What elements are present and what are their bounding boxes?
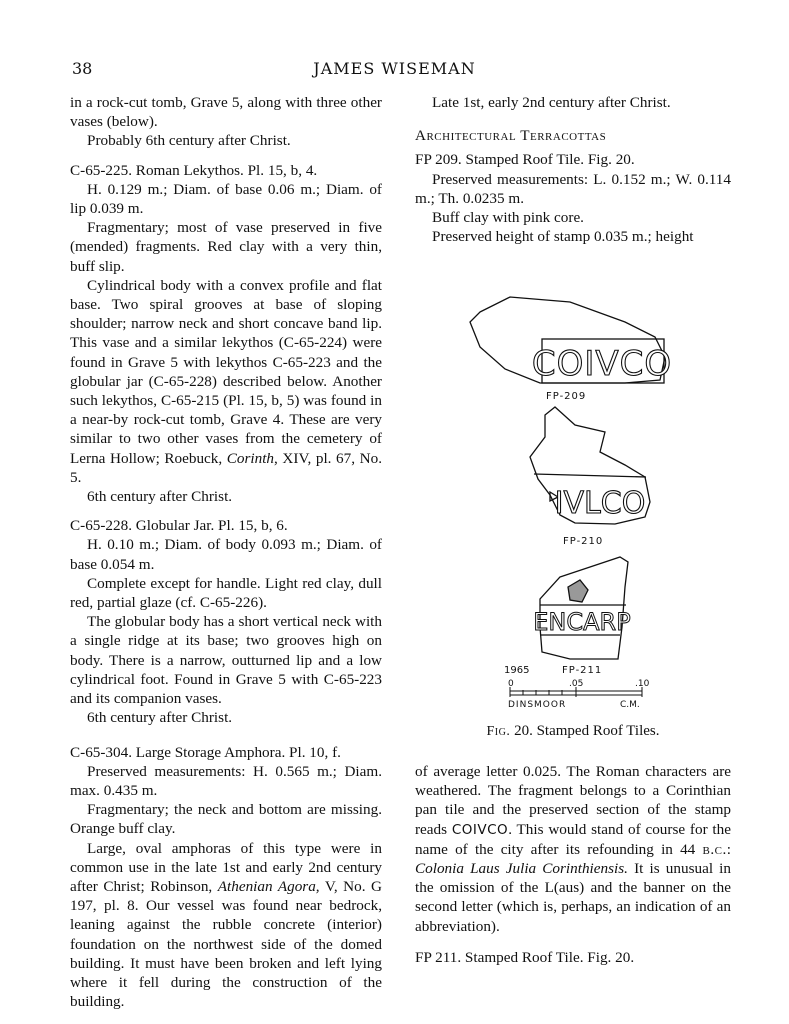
date-line: 6th century after Christ. — [87, 709, 233, 727]
measurements: Preserved measurements: H. 0.565 m.; Diam. max. 0.435 m. — [70, 762, 382, 799]
date-line: Late 1st, early 2nd century after Christ. — [432, 94, 671, 111]
catalog-entry-heading: C-65-225. Roman Lekythos. Pl. 15, b, 4. — [70, 161, 318, 179]
date-line: 6th century after Christ. — [87, 488, 233, 506]
condition: Fragmentary; the neck and bottom are missing. Orange buff clay. — [70, 801, 382, 838]
scale-tick-10: .10 — [635, 679, 650, 689]
date-line: Probably 6th century after Christ. — [87, 132, 291, 150]
right-column-top — [415, 93, 731, 246]
scale-unit: C.M. — [620, 700, 640, 710]
description: Cylindrical body with a convex profile and flat base. Two spiral grooves at base of sloping shoulder; narrow neck and short concave band lip. This vase and a similar lekythos (C-65-224) were found in Grave 5 with lekythos C-65-223 and the globular jar (C-65-228) described below. Another such lekythos, C-65-215 (Pl. 15, b, 5) was found in a near-by rock-cut tomb, Grave 4. These are very similar to two other vases from the cemetery of Lerna Hollow; Roebuck, Corinth, XIV, pl. 67, No. 5. — [70, 276, 382, 486]
catalog-entry-heading: C-65-304. Large Storage Amphora. Pl. 10, f. — [70, 743, 341, 761]
tile-fp210 — [530, 407, 650, 524]
scale-author: DINSMOOR — [508, 700, 567, 710]
condition: Complete except for handle. Light red clay, dull red, partial glaze (cf. C-65-226). — [70, 574, 382, 612]
label-fp211: FP-211 — [562, 665, 603, 676]
description: The globular body has a short vertical neck with a single ridge at its base; two grooves high on body. There is a narrow, outturned lip and a low cylindrical foot. Found in Grave 5 with C-65-223 and its companion vases. — [70, 613, 382, 708]
tile-fp211 — [533, 557, 630, 659]
stamp-text-211: ENCARP — [533, 608, 631, 636]
clay-description: Buff clay with pink core. — [432, 209, 584, 227]
left-column — [70, 93, 382, 1011]
measurements: H. 0.10 m.; Diam. of body 0.093 m.; Diam. of base 0.054 m. — [70, 536, 382, 573]
stamp-reading: COIVCO — [451, 821, 509, 838]
stamp-text-210: IVLCO — [554, 486, 646, 521]
figure-drawing — [450, 287, 690, 727]
stamp-measurement: Preserved height of stamp 0.035 m.; height — [432, 228, 694, 246]
right-column-bottom — [415, 762, 731, 967]
measurements: Preserved measurements: L. 0.152 m.; W. 0.114 m.; Th. 0.0235 m. — [415, 170, 731, 207]
section-heading: Architectural Terracottas — [415, 127, 607, 145]
paragraph: in a rock-cut tomb, Grave 5, along with three other vases (below). — [70, 94, 382, 131]
description: Large, oval amphoras of this type were in common use in the late 1st and early 2nd century after Christ; Robinson, Athenian Agora, V, No. G 197, pl. 8. Our vessel was found near bedrock, leaning against the rubble concrete (interior) foundation on the northwest side of the domed building. It must have been broken and left lying where it fell during the construction of the building. — [70, 839, 382, 1011]
figure-year: 1965 — [504, 665, 530, 676]
italic-title: Athenian Agora, — [217, 877, 320, 895]
condition: Fragmentary; most of vase preserved in five (mended) fragments. Red clay with a very thin, buff slip. — [70, 219, 382, 275]
italic-latin: Colonia Laus Julia Corinthiensis. — [415, 860, 628, 878]
page-header — [0, 59, 789, 83]
scale-tick-05: .05 — [569, 679, 584, 689]
measurements: H. 0.129 m.; Diam. of base 0.06 m.; Diam. of lip 0.039 m. — [70, 180, 382, 218]
catalog-entry-heading: C-65-228. Globular Jar. Pl. 15, b, 6. — [70, 517, 288, 535]
label-fp210: FP-210 — [563, 536, 604, 547]
label-fp209: FP-209 — [546, 391, 587, 402]
stamp-text-209: COIVCO — [531, 344, 673, 384]
catalog-entry-heading: FP 211. Stamped Roof Tile. Fig. 20. — [415, 948, 635, 966]
page-number: 38 — [72, 59, 93, 78]
figure-stamped-roof-tiles — [450, 287, 690, 727]
tile-fp209 — [470, 297, 672, 384]
figure-caption: Fig. 20. Stamped Roof Tiles. — [486, 723, 660, 739]
italic-title: Corinth — [226, 449, 275, 467]
catalog-entry-heading: FP 209. Stamped Roof Tile. Fig. 20. — [415, 151, 635, 169]
scale-tick-0: 0 — [508, 679, 514, 689]
running-title: JAMES WISEMAN — [313, 59, 476, 78]
paragraph-continued: of average letter 0.025. The Roman characters are weathered. The fragment belongs to a Corinthian pan tile and the preserved section of the stamp reads COIVCO. This would stand of course for the name of the city after its refounding in 44 b.c.: Colonia Laus Julia Corinthiensis. It is unusual in the omission of the L(aus) and the banner on the second letter (which is, perhaps, an indication of an abbreviation). — [415, 763, 731, 935]
